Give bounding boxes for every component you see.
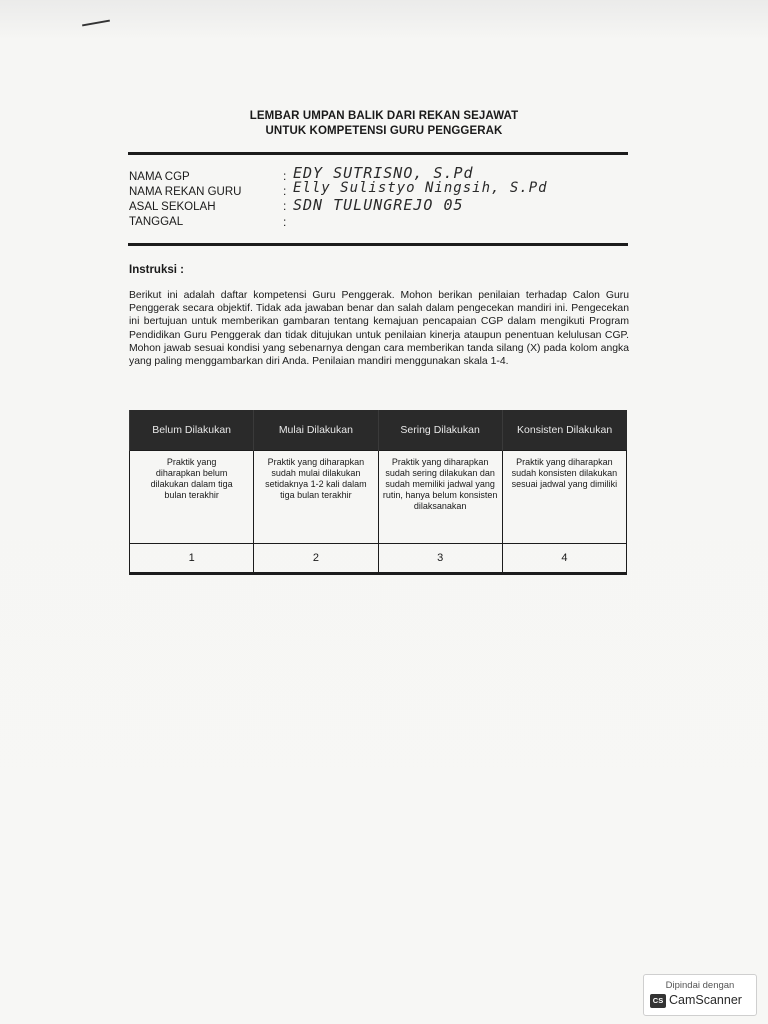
document-title-line2: UNTUK KOMPETENSI GURU PENGGERAK <box>265 125 503 137</box>
instructions-text: Berikut ini adalah daftar kompetensi Guru Penggerak. Mohon berikan penilaian terhadap Calon Guru Penggerak secara objektif. Tidak ada jawaban benar dan salah dalam pengecekan mandiri ini. Pengecekan ini bertujuan untuk memberikan gambaran tentang kemajuan pencapaian CGP dalam mengikuti Program Pendidikan Guru Penggerak dan tidak ditujukan untuk penilaian kinerja ataupun penentuan kelulusan CGP. Mohon jawab sesuai kondisi yang sebenarnya dengan cara memberikan tanda silang (X) pada kolom angka yang paling menggambarkan diri Anda. Penilaian mandiri menggunakan skala 1-4. <box>129 290 629 368</box>
field-value-nama-rekan-guru: Elly Sulistyo Ningsih, S.Pd <box>293 180 548 196</box>
scale-header: Belum Dilakukan <box>130 410 254 451</box>
scale-score-cell[interactable]: 2 <box>254 544 378 574</box>
camscanner-watermark <box>643 974 757 1016</box>
scale-header-row <box>130 410 627 451</box>
watermark-brand: CamScanner <box>669 993 742 1007</box>
scale-header: Mulai Dilakukan <box>254 410 378 451</box>
scale-score-row <box>130 544 627 574</box>
pen-mark <box>82 20 110 27</box>
scale-description: Praktik yang diharapkan sudah sering dilakukan dan sudah memiliki jadwal yang rutin, hanya belum konsisten dilaksanakan <box>378 451 502 544</box>
watermark-caption: Dipindai dengan <box>665 980 735 991</box>
top-rule <box>128 152 628 155</box>
scale-description: Praktik yang diharapkan sudah mulai dilakukan setidaknya 1-2 kali dalam tiga bulan terakhir <box>254 451 378 544</box>
scale-description-row <box>130 451 627 544</box>
field-colon: : <box>283 169 287 183</box>
document-title-line1: LEMBAR UMPAN BALIK DARI REKAN SEJAWAT <box>249 110 519 122</box>
field-value-nama-cgp: EDY SUTRISNO, S.Pd <box>293 164 474 182</box>
scale-score-cell[interactable]: 3 <box>378 544 502 574</box>
field-label-nama-cgp: NAMA CGP <box>129 171 190 183</box>
instructions-heading: Instruksi : <box>129 264 184 276</box>
rating-scale-table <box>129 410 627 575</box>
field-colon: : <box>283 199 287 213</box>
field-label-tanggal: TANGGAL <box>129 216 184 228</box>
field-label-asal-sekolah: ASAL SEKOLAH <box>129 201 216 213</box>
scale-score-cell[interactable]: 1 <box>130 544 254 574</box>
bottom-rule <box>128 243 628 246</box>
camscanner-logo-icon: CS <box>650 994 666 1008</box>
scale-header: Sering Dilakukan <box>378 410 502 451</box>
field-value-asal-sekolah: SDN TULUNGREJO 05 <box>293 196 464 214</box>
field-colon: : <box>283 184 287 198</box>
field-label-nama-rekan-guru: NAMA REKAN GURU <box>129 186 242 198</box>
field-colon: : <box>283 215 287 229</box>
scale-description: Praktik yang diharapkan belum dilakukan dalam tiga bulan terakhir <box>130 451 254 544</box>
scale-header: Konsisten Dilakukan <box>502 410 626 451</box>
scale-description: Praktik yang diharapkan sudah konsisten dilakukan sesuai jadwal yang dimiliki <box>502 451 626 544</box>
scale-score-cell[interactable]: 4 <box>502 544 626 574</box>
